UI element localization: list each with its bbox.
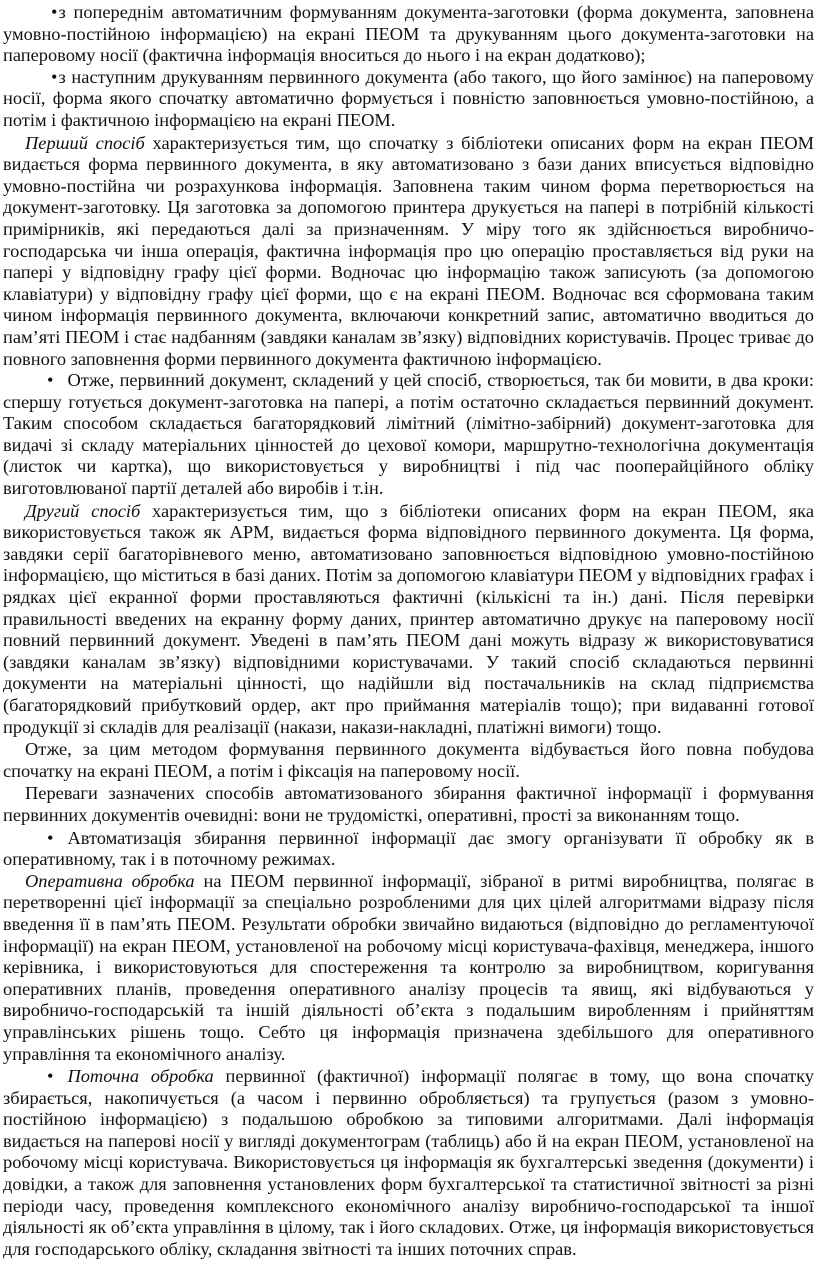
bullet-icon: • [47, 1066, 54, 1087]
paragraph-text: на ПЕОМ первинної інформації, зібраної в ритмі виробництва, полягає в перетворенні цієї інформації за спеціально розробленими для цих цілей алгоритмами відразу після введення її в пам’ять ПЕОМ. Результати обробки звичайно видаються (відповідно до регламентуючої інформації) на екран ПЕОМ, установленої на робочому місці користувача-фахівця, менеджера, іншого керівника, і використовуються для спостереження та контролю за виробництвом, коригування оперативних планів, проведення оперативного аналізу процесів та явищ, які відбуваються у виробничо-господарській та іншій діяльності об’єкта з подальшим виробленням і прийняттям управлінських рішень тощо. Себто ця інформація призначена здебільшого для оперативного управління та економічного аналізу. [3, 870, 814, 1064]
paragraph-text: характеризується тим, що з бібліотеки описаних форм на екран ПЕОМ, яка використовується також як АРМ, видається форма відповідного первинного документа. Ця форма, завдяки серії багаторівневого меню, автоматизовано заповнюється відповідною умовно-постійною інформацією, що міститься в базі даних. Потім за допомогою клавіатури ПЕОМ у відповідних графах і рядках цієї екранної форми проставляються фактичні (кількісні та ін.) дані. Після перевірки правильності введених на екранну форму даних, принтер автоматично друкує на паперовому носії повний первинний документ. Уведені в пам’ять ПЕОМ дані можуть відразу ж використовуватися (завдяки каналам зв’язку) відповідними користувачами. У такий спосіб складаються первинні документи на матеріальні цінності, що надійшли від постачальників на склад підприємства (багаторядковий прибутковий ордер, акт про приймання матеріалів тощо); при видаванні готової продукції зі складів для реалізації (накази, накази-накладні, платіжні вимоги) тощо. [3, 500, 814, 737]
paragraph-first-method [3, 133, 814, 371]
paragraph-text: з попереднім автоматичним формуванням документа-заготовки (форма документа, заповнена умовно-постійною інформацією) на екрані ПЕОМ та друкуванням цього документа-заготовки на паперовому носії (фактична інформація вноситься до нього і на екран додатково); [3, 2, 814, 66]
paragraph-second-method [3, 501, 814, 739]
bullet-paragraph-current-processing [3, 1066, 814, 1260]
paragraph-text: Автоматизація збирання первинної інформації дає змогу організувати її обробку як в оперативному, так і в поточному режимах. [3, 827, 814, 870]
bullet-paragraph-automation [3, 828, 814, 871]
bullet-icon: • [47, 827, 54, 848]
paragraph-method-summary [3, 739, 814, 782]
paragraph-text: з наступним друкуванням первинного документа (або такого, що його замінює) на паперовому носії, форма якого спочатку автоматично формується і повністю заповнюється умовно-постійною, а потім і фактичною інформацією на екрані ПЕОМ. [3, 66, 814, 130]
paragraph-text: первинної (фактичної) інформації полягає в тому, що вона спочатку збирається, накопичується (а часом і первинно обробляється) та групується (разом з умовно-постійною інформацією) з подальшою обробкою за типовими алгоритмами. Далі інформація видається на паперові носії у вигляді документограм (таблиць) або й на екран ПЕОМ, установленої на робочому місці користувача. Використовується ця інформація як бухгалтерські зведення (документи) і довідки, а також для заповнення установлених форм бухгалтерської та статистичної звітності за різні періоди часу, проведення комплексного економічного аналізу виробничо-господарської та іншої діяльності як об’єкта управління в цілому, так і його складових. Отже, ця інформація використовується для господарського обліку, складання звітності та інших поточних справ. [3, 1066, 814, 1259]
term-operative-processing: Оперативна обробка [25, 870, 195, 891]
bullet-paragraph-prefill-template [3, 2, 814, 67]
bullet-paragraph-two-steps [3, 370, 814, 500]
paragraph-text: Отже, первинний документ, складений у цей спосіб, створюється, так би мовити, в два кроки: спершу готується документ-заготовка на папері, а потім остаточно складається первинний документ. Таким способом складається багаторядковий лімітний (лімітно-забірний) документ-заготовка для видачі зі складу матеріальних цінностей до цехової комори, маршрутно-технологічна документація (листок чи картка), що використовується у виробництві і під час пооперайційного обліку виготовлюваної партії деталей або виробів і т.ін. [3, 370, 814, 499]
bullet-paragraph-print-after [3, 67, 814, 132]
term-second-method: Другий спосіб [25, 500, 141, 521]
paragraph-operative-processing [3, 871, 814, 1065]
bullet-icon: • [51, 2, 58, 22]
bullet-icon: • [51, 66, 58, 87]
paragraph-advantages [3, 783, 814, 826]
bullet-icon: • [47, 370, 54, 391]
term-current-processing: Поточна обробка [67, 1066, 214, 1087]
paragraph-text: Отже, за цим методом формування первинного документа відбувається його повна побудова спочатку на екрані ПЕОМ, а потім і фіксація на паперовому носії. [3, 739, 814, 781]
paragraph-text: Переваги зазначених способів автоматизованого збирання фактичної інформації і формування первинних документів очевидні: вони не трудомісткі, оперативні, прості за виконанням тощо. [3, 783, 814, 825]
paragraph-text: характеризується тим, що спочатку з бібліотеки описаних форм на екран ПЕОМ видається форма первинного документа, в яку автоматизовано з бази даних вписується відповідно умовно-постійна чи розрахункова інформація. Заповнена таким чином форма перетворюється на документ-заготовку. Ця заготовка за допомогою принтера друкується на папері в потрібній кількості примірників, які передаються далі за призначенням. У міру того як здійснюється виробничо-господарська чи інша операція, фактична інформація про цю операцію проставляється від руки на папері у відповідну графу цієї форми. Водночас цю інформацію також записують (за допомогою клавіатури) у відповідну графу цієї форми, що є на екрані ПЕОМ. Водночас вся сформована таким чином інформація первинного документа, включаючи конкретний запис, автоматично вводиться до пам’яті ПЕОМ і стає надбанням (завдяки каналам зв’язку) відповідних користувачів. Процес триває до повного заповнення форми первинного документа фактичною інформацією. [3, 132, 814, 369]
term-first-method: Перший спосіб [25, 132, 145, 153]
